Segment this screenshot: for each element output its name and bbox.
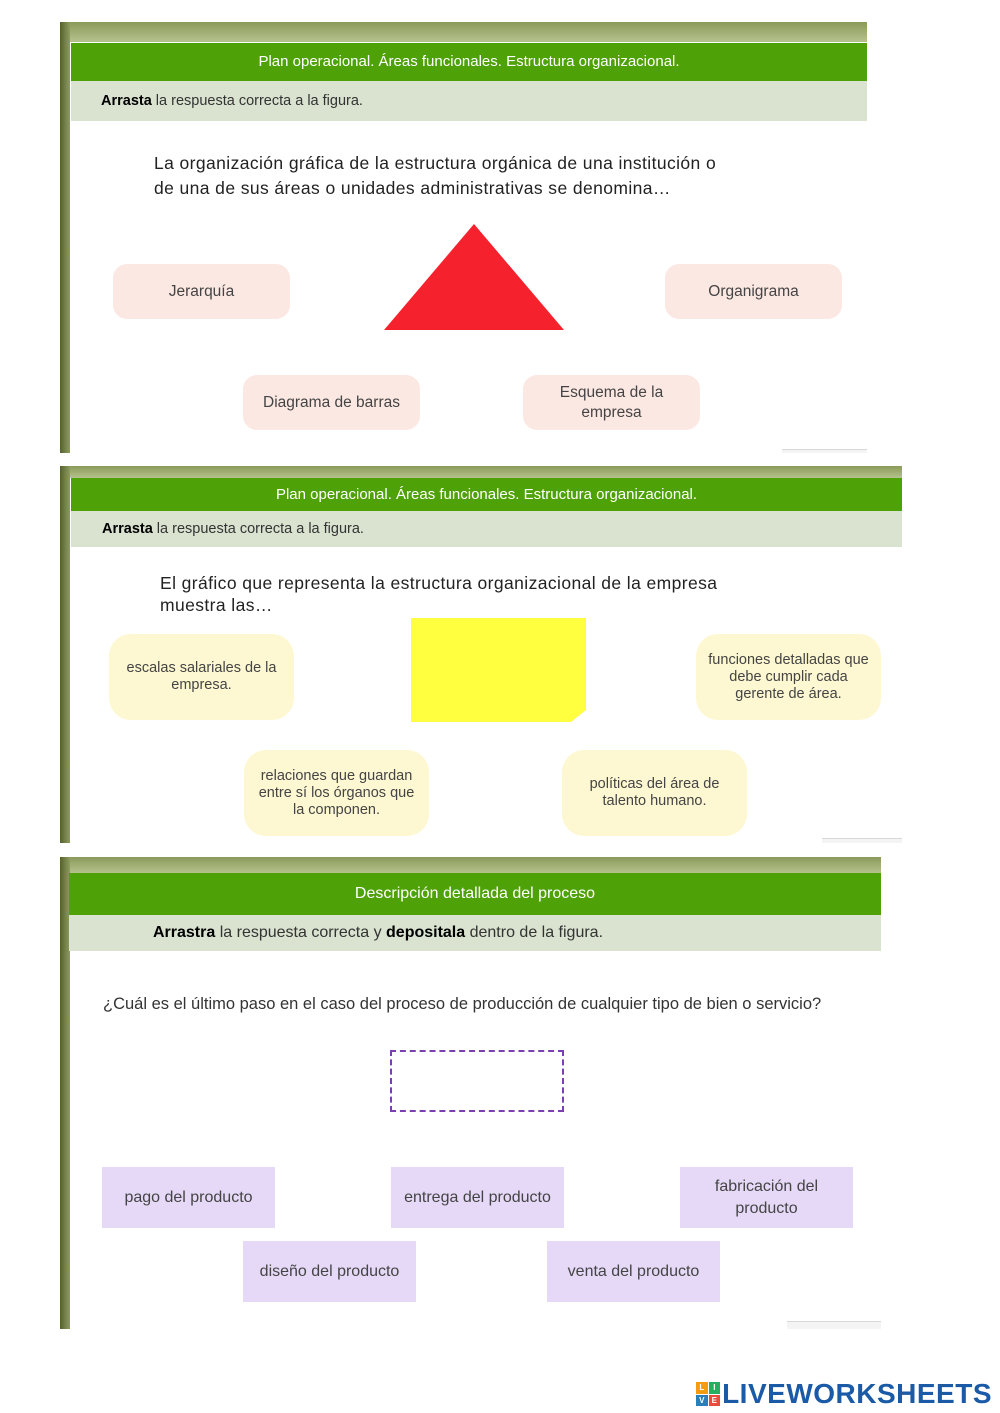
answer-option-politicas[interactable]: políticas del área de talento humano.: [562, 750, 747, 836]
activity-title: Plan operacional. Áreas funcionales. Estructura organizacional.: [71, 43, 867, 81]
question-line: El gráfico que representa la estructura organizacional de la empresa: [160, 573, 718, 593]
instruction-bar: [71, 511, 902, 547]
instruction-text: la respuesta correcta y: [215, 924, 387, 941]
answer-option-jerarquia[interactable]: Jerarquía: [113, 264, 290, 319]
answer-option-organigrama[interactable]: Organigrama: [665, 264, 842, 319]
panel-footer-tab: [822, 838, 902, 843]
panel-footer-tab: [782, 449, 867, 453]
panel-frame: [60, 22, 70, 453]
drop-target-box[interactable]: [390, 1050, 564, 1112]
answer-option-venta[interactable]: venta del producto: [547, 1241, 720, 1302]
instruction-text: la respuesta correcta a la figura.: [152, 521, 364, 537]
instruction-verb: Arrastra: [153, 924, 216, 941]
answer-option-escalas-salariales[interactable]: escalas salariales de la empresa.: [109, 634, 294, 720]
question-line: de una de sus áreas o unidades administrativas se denomina…: [154, 178, 671, 198]
liveworksheets-icon: L I V E: [696, 1382, 720, 1406]
question-text: ¿Cuál es el último paso en el caso del proceso de producción de cualquier tipo de bien o servicio?: [103, 995, 822, 1013]
instruction-text: dentro de la figura.: [465, 924, 604, 941]
question-line: La organización gráfica de la estructura orgánica de una institución o: [154, 153, 717, 173]
instruction-bar: [71, 81, 867, 121]
question-text: [154, 151, 834, 201]
answer-option-funciones-detalladas[interactable]: funciones detalladas que debe cumplir cada gerente de área.: [696, 634, 881, 720]
question-text: [160, 572, 860, 616]
answer-option-entrega[interactable]: entrega del producto: [391, 1167, 564, 1228]
panel-frame: [60, 466, 70, 843]
activity-panel-3: [60, 857, 881, 1329]
answer-option-esquema-de-la-empresa[interactable]: Esquema de la empresa: [523, 375, 700, 430]
answer-option-fabricacion[interactable]: fabricación del producto: [680, 1167, 853, 1228]
instruction-verb: depositala: [386, 924, 466, 941]
answer-option-diseno[interactable]: diseño del producto: [243, 1241, 416, 1302]
instruction-bar: [69, 915, 881, 951]
panel-footer-tab: [787, 1321, 881, 1329]
answer-option-pago[interactable]: pago del producto: [102, 1167, 275, 1228]
instruction-verb: Arrasta: [101, 93, 152, 109]
activity-title: Plan operacional. Áreas funcionales. Estructura organizacional.: [71, 478, 902, 511]
panel-frame: [60, 22, 867, 42]
panel-frame: [60, 857, 881, 873]
activity-title: Descripción detallada del proceso: [69, 873, 881, 915]
activity-panel-1: [60, 22, 867, 453]
panel-frame: [60, 466, 902, 478]
answer-option-relaciones[interactable]: relaciones que guardan entre sí los órganos que la componen.: [244, 750, 429, 836]
question-line: muestra las…: [160, 595, 273, 615]
drop-target-triangle[interactable]: [382, 222, 566, 332]
answer-option-diagrama-de-barras[interactable]: Diagrama de barras: [243, 375, 420, 430]
brand-name: LIVEWORKSHEETS: [722, 1378, 992, 1409]
instruction-text: la respuesta correcta a la figura.: [151, 93, 363, 109]
instruction-verb: Arrasta: [102, 521, 153, 537]
activity-panel-2: [60, 466, 902, 843]
liveworksheets-logo: [696, 1378, 992, 1410]
drop-target-note[interactable]: [411, 618, 586, 723]
